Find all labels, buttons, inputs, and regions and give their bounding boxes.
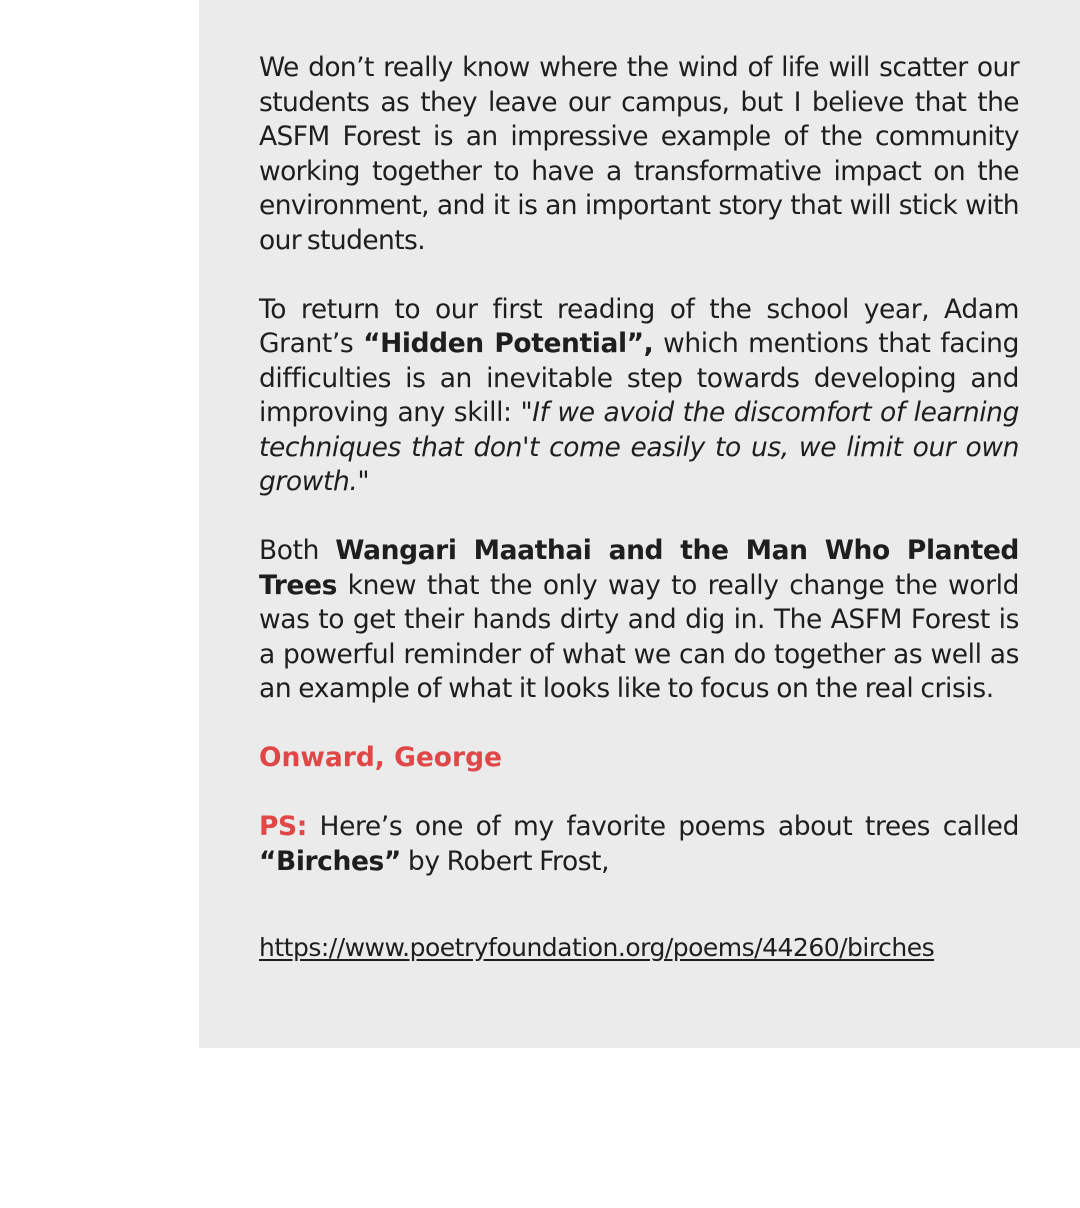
poem-title-birches: “Birches” <box>259 845 401 877</box>
paragraph-3-lead: Both <box>259 535 336 566</box>
paragraph-3-rest: knew that the only way to really change the world was to get their hands dirty and dig in. The ASFM Forest is a powerful reminder of what we can do together as well as an example of what it looks like to focus on the real crisis. <box>259 569 1019 704</box>
birches-poem-link[interactable]: https://www.poetryfoundation.org/poems/44260/birches <box>259 933 935 962</box>
book-title-wangari: Wangari Maathai and the Man Who Planted Trees <box>259 535 1019 601</box>
paragraph-1-text: We don’t really know where the wind of life will scatter our students as they leave our campus, but I believe that the ASFM Forest is an impressive example of the community working together to have a transformative impact on the environment, and it is an important story that will stick with our students. <box>259 52 1019 256</box>
ps-label: PS: <box>259 811 307 842</box>
postscript <box>259 810 1019 879</box>
signoff <box>259 741 1019 776</box>
ps-rest: by Robert Frost, <box>400 845 610 877</box>
paragraph-wind-of-life <box>259 51 1019 258</box>
ps-lead: Here’s one of my favorite poems about trees called <box>306 811 1019 842</box>
growth-quote: "If we avoid the discomfort of learning techniques that don't come easily to us, we limit our own growth." <box>259 397 1019 497</box>
signoff-text: Onward, George <box>259 742 503 773</box>
book-title-hidden-potential: “Hidden Potential”, <box>363 328 654 359</box>
paragraph-planted-trees <box>259 534 1019 707</box>
paragraph-hidden-potential <box>259 293 1019 500</box>
letter-body <box>259 51 1019 966</box>
paragraph-2-middle: which mentions that facing difficulties is an inevitable step towards developing and improving any skill: <box>259 328 1019 428</box>
paragraph-2-lead: To return to our first reading of the school year, Adam Grant’s <box>259 293 1019 359</box>
